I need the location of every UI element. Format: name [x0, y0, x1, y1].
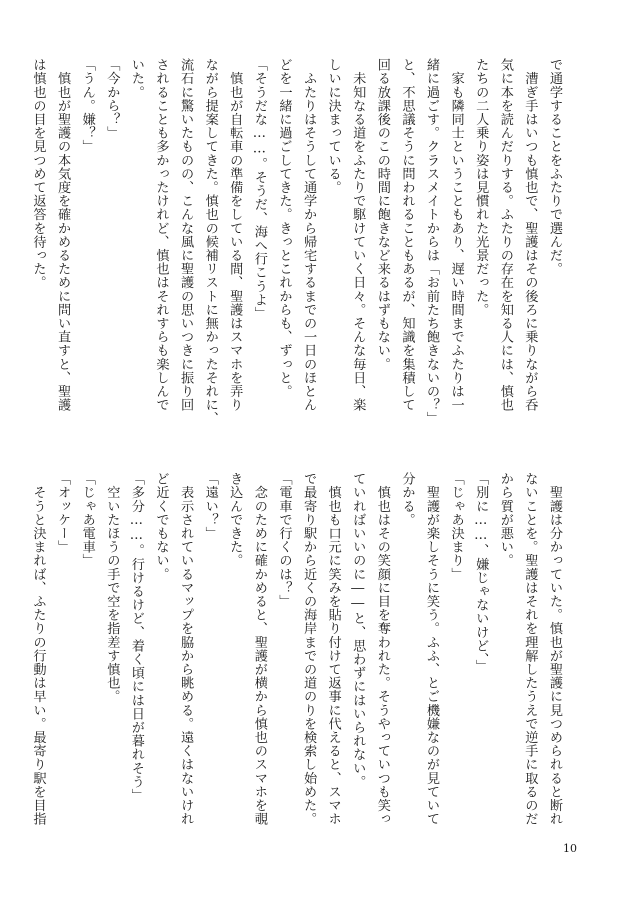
text-line: ないことを。聖護はそれを理解したうえで逆手に取るのだ [522, 472, 538, 826]
text-line: されることも多かったけれど、慎也はそれすらも楽しんで [153, 58, 169, 412]
text-line: そうと決まれば、ふたりの行動は早い。最寄り駅を目指 [30, 472, 46, 826]
text-line: 「うん。嫌？」 [79, 58, 95, 154]
upper-text-block [25, 58, 566, 438]
text-line: たちの二人乗り姿は見慣れた光景だった。 [473, 58, 489, 317]
text-line: 「じゃあ決まり」 [448, 472, 464, 581]
text-line: 漕ぎ手はいつも慎也で、聖護はその後ろに乗りながら呑 [522, 58, 538, 412]
text-line: 「オッケー」 [55, 472, 71, 554]
text-line: しいに決まっている。 [325, 58, 341, 194]
text-line: 慎也も口元に笑みを貼り付けて返事に代えると、スマホ [325, 472, 341, 826]
text-line: で通学することをふたりで選んだ。 [547, 58, 562, 276]
text-line: 「じゃあ電車」 [79, 472, 95, 568]
text-line: 慎也はその笑顔に目を奪われた。そうやっていつも笑っ [374, 472, 390, 826]
text-line: 「電車で行くのは？」 [276, 472, 292, 608]
text-line: は慎也の目を見つめて返答を待った。 [30, 58, 46, 290]
text-line: 慎也が聖護の本気度を確かめるために問い直すと、聖護 [55, 58, 71, 412]
text-line: で最寄り駅から近くの海岸までの道のりを検索し始めた。 [301, 472, 317, 826]
text-line: 気に本を読んだりする。ふたりの存在を知る人には、慎也 [497, 58, 513, 412]
page-number: 10 [563, 842, 577, 855]
text-line: 「そうだな……。そうだ、海へ行こうよ」 [251, 58, 267, 320]
text-line: 「多分……。行けるけど、着く頃には日が暮れそう」 [128, 472, 144, 802]
text-line: から質が悪い。 [497, 472, 513, 568]
text-line: き込んできた。 [227, 472, 243, 568]
text-line: 「別に……、嫌じゃないけど、」 [473, 472, 489, 673]
text-line: と、不思議そうに問われることもあるが、知識を集積して [399, 58, 415, 412]
text-line: ながら提案してきた。慎也の候補リストに無かったそれに、 [202, 58, 218, 426]
text-line: いた。 [128, 58, 144, 99]
text-line: ふたりはそうして通学から帰宅するまでの一日のほとん [301, 58, 317, 412]
text-line: 家も隣同士ということもあり、遅い時間までふたりは一 [448, 58, 464, 412]
text-line: 「遠い？」 [202, 472, 218, 540]
text-line: 空いたほうの手で空を指差す慎也。 [104, 472, 120, 704]
text-line: 聖護は分かっていた。慎也が聖護に見つめられると断れ [547, 472, 562, 826]
text-line: 回る放課後のこの時間に飽きなど来るはずもない。 [374, 58, 390, 371]
lower-text-block [25, 472, 566, 852]
text-line: ど近くでもない。 [153, 472, 169, 581]
text-line: 分かる。 [399, 472, 415, 527]
text-line: 聖護が楽しそうに笑う。ふふ、とご機嫌なのが見ていて [424, 472, 440, 826]
text-line: 流石に驚いたものの、こんな風に聖護の思いつきに振り回 [178, 58, 194, 412]
text-line: どを一緒に過ごしてきた。きっとこれからも、ずっと。 [276, 58, 292, 398]
text-line: 緒に過ごす。クラスメイトからは「お前たち飽きないの？」 [424, 58, 440, 426]
text-line: 表示されているマップを脇から眺める。遠くはないけれ [178, 472, 194, 826]
text-line: ていればいいのに――と、思わずにはいられない。 [350, 472, 366, 789]
text-line: 未知なる道をふたりで駆けていく日々。そんな毎日、楽 [350, 58, 366, 412]
text-line: 「今から？」 [104, 58, 120, 140]
text-line: 念のために確かめると、聖護が横から慎也のスマホを覗 [251, 472, 267, 826]
text-line: 慎也が自転車の準備をしている間、聖護はスマホを弄り [227, 58, 243, 412]
